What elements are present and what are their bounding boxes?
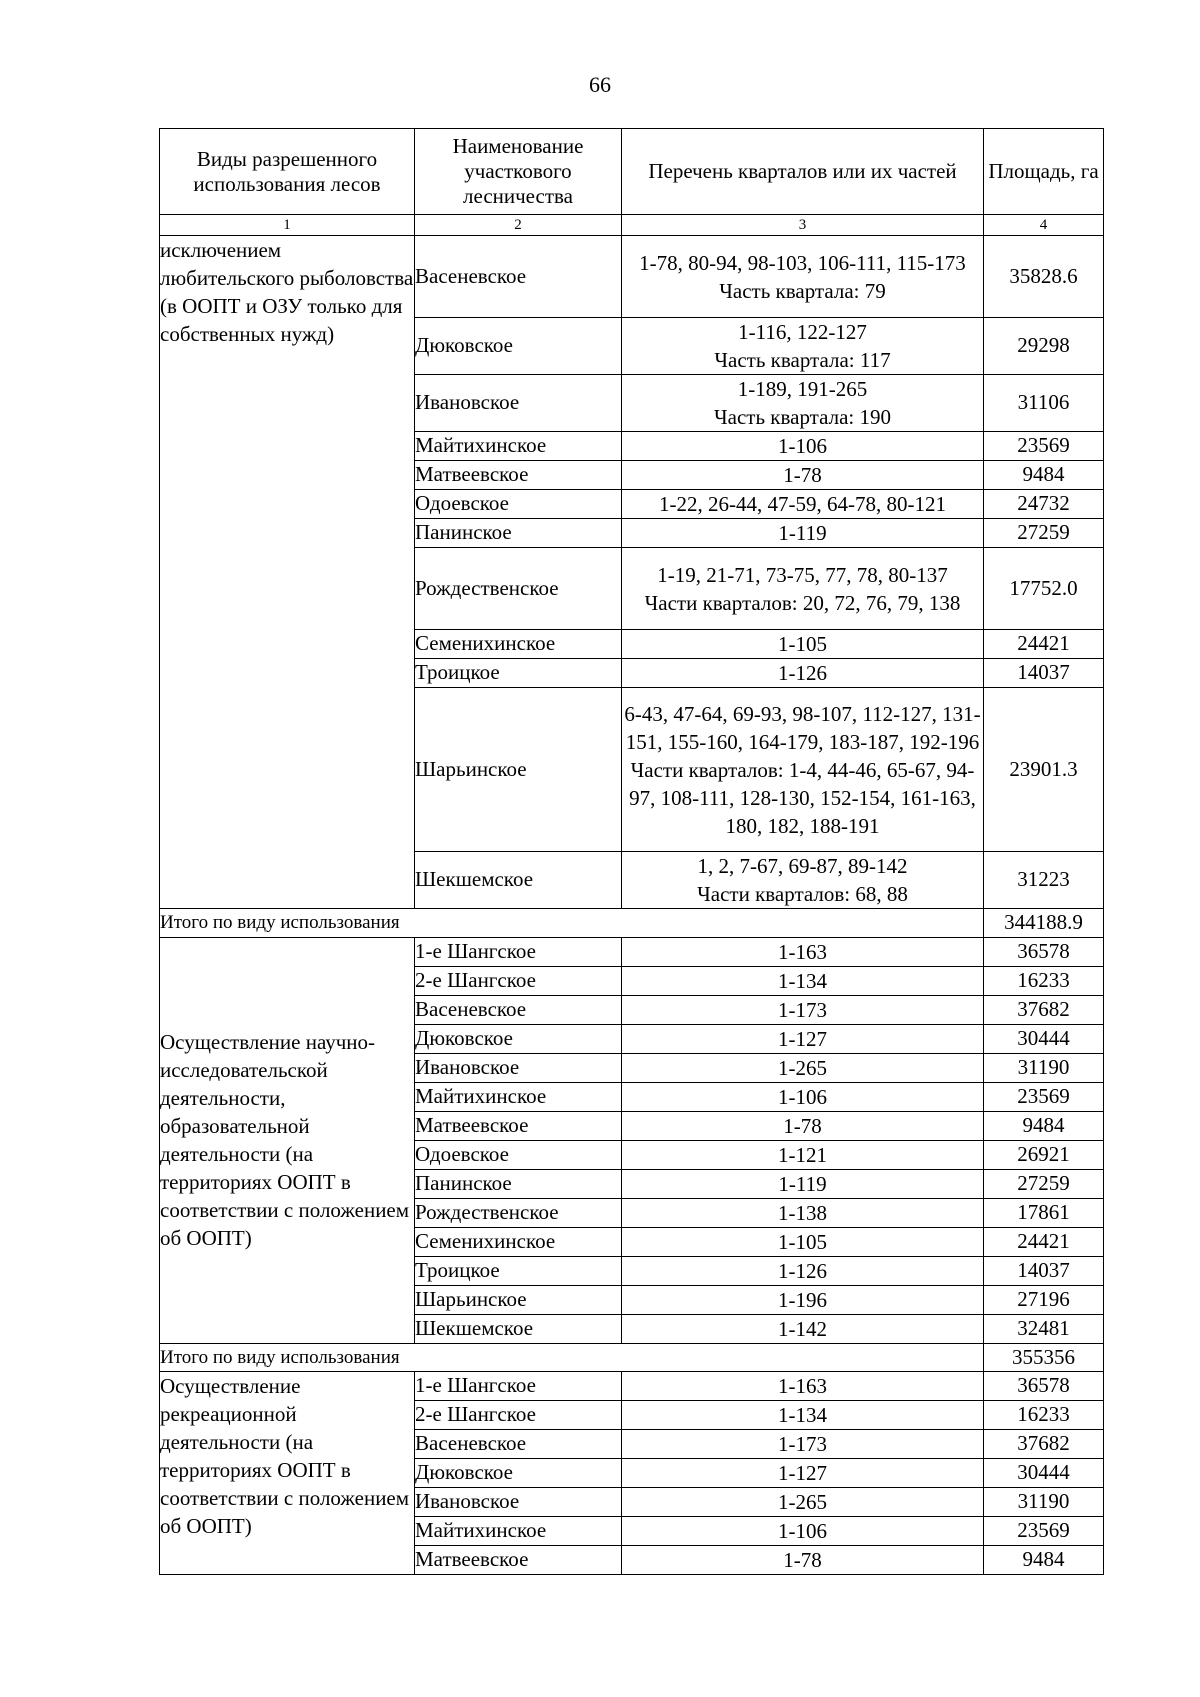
quarters-line: 1-105 — [778, 632, 827, 656]
header-forestry-name: Наименование участкового лесничества — [415, 129, 622, 215]
quarters-line: Часть квартала: 117 — [714, 348, 891, 372]
area-cell: 9484 — [984, 1546, 1104, 1575]
forestry-name-cell: Васеневское — [415, 995, 622, 1024]
header-area: Площадь, га — [984, 129, 1104, 215]
forestry-name-cell: Семенихинское — [415, 630, 622, 659]
quarters-cell — [622, 318, 984, 375]
column-number: 2 — [415, 215, 622, 236]
area-cell: 26921 — [984, 1140, 1104, 1169]
quarters-cell — [622, 688, 984, 852]
column-number: 4 — [984, 215, 1104, 236]
quarters-line: 1-173 — [778, 997, 827, 1022]
forestry-name-cell: 2-е Шангское — [415, 966, 622, 995]
forestry-name-cell: Шарьинское — [415, 1285, 622, 1314]
area-cell: 23569 — [984, 1082, 1104, 1111]
quarters-line: 1-163 — [778, 1374, 827, 1398]
quarters-line: 1-106 — [778, 434, 827, 458]
area-cell: 31190 — [984, 1488, 1104, 1517]
forestry-name-cell: Васеневское — [415, 1430, 622, 1459]
area-cell: 24732 — [984, 490, 1104, 519]
forestry-name-cell: Ивановское — [415, 1053, 622, 1082]
quarters-line: Часть квартала: 79 — [719, 278, 886, 303]
area-cell: 17752.0 — [984, 548, 1104, 630]
quarters-line: 1-189, 191-265 — [737, 377, 868, 401]
use-type-cell: Осуществление научно-исследовательской деятельности, образовательной деятельности (на территориях ООПТ в соответствии с положением об ООПТ) — [160, 937, 415, 1343]
forestry-name-cell: Ивановское — [415, 1488, 622, 1517]
forestry-name-cell: Троицкое — [415, 659, 622, 688]
quarters-line: Часть квартала: 190 — [713, 405, 891, 429]
area-cell: 14037 — [984, 659, 1104, 688]
quarters-cell — [622, 236, 984, 318]
quarters-line: 1-196 — [778, 1287, 827, 1312]
table-row — [160, 937, 1104, 966]
area-cell: 14037 — [984, 1256, 1104, 1285]
quarters-cell — [622, 1169, 984, 1198]
quarters-line: 1-121 — [778, 1142, 827, 1167]
quarters-line: 1-78 — [783, 1113, 822, 1138]
quarters-line: 1-19, 21-71, 73-75, 77, 78, 80-137 — [657, 562, 948, 587]
quarters-line: 1-78 — [783, 1548, 822, 1572]
area-cell: 31223 — [984, 852, 1104, 909]
area-cell: 16233 — [984, 1401, 1104, 1430]
quarters-line: 1-134 — [778, 1403, 827, 1427]
quarters-line: Части кварталов: 1-4, 44-46, 65-67, 94-97, 108-111, 128-130, 152-154, 161-163, 180, 182, 188-191 — [629, 757, 976, 838]
area-cell: 31190 — [984, 1053, 1104, 1082]
quarters-cell — [622, 937, 984, 966]
forestry-name-cell: Матвеевское — [415, 1546, 622, 1575]
area-cell: 23569 — [984, 432, 1104, 461]
quarters-cell — [622, 1314, 984, 1343]
forestry-name-cell: Майтихинское — [415, 1082, 622, 1111]
area-cell: 9484 — [984, 1111, 1104, 1140]
quarters-cell — [622, 1227, 984, 1256]
total-row — [160, 909, 1104, 938]
quarters-cell — [622, 1053, 984, 1082]
forestry-name-cell: Шарьинское — [415, 688, 622, 852]
area-cell: 27196 — [984, 1285, 1104, 1314]
quarters-line: 1-127 — [778, 1026, 827, 1051]
quarters-line: 1-119 — [778, 1171, 827, 1196]
quarters-line: 1-22, 26-44, 47-59, 64-78, 80-121 — [659, 492, 946, 516]
total-label: Итого по виду использования — [160, 1343, 984, 1372]
forestry-name-cell: Дюковское — [415, 1024, 622, 1053]
area-cell: 37682 — [984, 995, 1104, 1024]
area-cell: 37682 — [984, 1430, 1104, 1459]
forestry-name-cell: Одоевское — [415, 1140, 622, 1169]
quarters-cell — [622, 461, 984, 490]
quarters-cell — [622, 1546, 984, 1575]
page-number: 66 — [589, 72, 611, 97]
quarters-cell — [622, 1430, 984, 1459]
quarters-cell — [622, 1198, 984, 1227]
forestry-name-cell: Семенихинское — [415, 1227, 622, 1256]
quarters-cell — [622, 1111, 984, 1140]
quarters-line: 1-105 — [778, 1229, 827, 1254]
area-cell: 9484 — [984, 461, 1104, 490]
table-row — [160, 236, 1104, 318]
quarters-line: 1-106 — [778, 1519, 827, 1543]
quarters-cell — [622, 1517, 984, 1546]
quarters-line: 1-265 — [778, 1055, 827, 1080]
quarters-cell — [622, 659, 984, 688]
area-cell: 30444 — [984, 1459, 1104, 1488]
area-cell: 23569 — [984, 1517, 1104, 1546]
quarters-line: 1-138 — [778, 1200, 827, 1225]
area-cell: 35828.6 — [984, 236, 1104, 318]
quarters-line: 1-142 — [778, 1316, 827, 1341]
quarters-line: 1-126 — [778, 661, 827, 685]
forestry-name-cell: 2-е Шангское — [415, 1401, 622, 1430]
forest-use-table — [159, 128, 1104, 1575]
area-cell: 29298 — [984, 318, 1104, 375]
quarters-line: 1-119 — [778, 521, 827, 545]
quarters-line: Части кварталов: 20, 72, 76, 79, 138 — [644, 590, 961, 615]
total-value: 355356 — [984, 1343, 1104, 1372]
forestry-name-cell: Дюковское — [415, 1459, 622, 1488]
quarters-cell — [622, 1140, 984, 1169]
quarters-cell — [622, 432, 984, 461]
area-cell: 36578 — [984, 1372, 1104, 1401]
quarters-line: 1-78 — [783, 463, 822, 487]
column-number: 1 — [160, 215, 415, 236]
quarters-cell — [622, 630, 984, 659]
area-cell: 16233 — [984, 966, 1104, 995]
table-row — [160, 1372, 1104, 1401]
quarters-line: 1-116, 122-127 — [738, 320, 867, 344]
forestry-name-cell: 1-е Шангское — [415, 937, 622, 966]
quarters-cell — [622, 519, 984, 548]
total-value: 344188.9 — [984, 909, 1104, 938]
forestry-name-cell: Троицкое — [415, 1256, 622, 1285]
use-type-cell: Осуществление рекреационной деятельности (на территориях ООПТ в соответствии с положением об ООПТ) — [160, 1372, 415, 1575]
quarters-line: 1-173 — [778, 1432, 827, 1456]
forestry-name-cell: Шекшемское — [415, 1314, 622, 1343]
area-cell: 36578 — [984, 937, 1104, 966]
forestry-name-cell: Панинское — [415, 1169, 622, 1198]
area-cell: 30444 — [984, 1024, 1104, 1053]
forestry-name-cell: Матвеевское — [415, 461, 622, 490]
header-row — [160, 129, 1104, 215]
use-type-cell: исключением любительского рыболовства (в ООПТ и ОЗУ только для собственных нужд) — [160, 236, 415, 909]
quarters-line: 1-126 — [778, 1258, 827, 1283]
quarters-line: 6-43, 47-64, 69-93, 98-107, 112-127, 131-151, 155-160, 164-179, 183-187, 192-196 — [624, 701, 981, 754]
quarters-cell — [622, 1082, 984, 1111]
quarters-cell — [622, 490, 984, 519]
quarters-line: 1-163 — [778, 939, 827, 964]
forestry-name-cell: 1-е Шангское — [415, 1372, 622, 1401]
quarters-cell — [622, 1459, 984, 1488]
area-cell: 27259 — [984, 519, 1104, 548]
forestry-name-cell: Рождественское — [415, 1198, 622, 1227]
area-cell: 23901.3 — [984, 688, 1104, 852]
quarters-cell — [622, 966, 984, 995]
area-cell: 24421 — [984, 1227, 1104, 1256]
quarters-line: 1, 2, 7-67, 69-87, 89-142 — [697, 854, 908, 878]
forestry-name-cell: Шекшемское — [415, 852, 622, 909]
quarters-cell — [622, 1256, 984, 1285]
quarters-cell — [622, 1024, 984, 1053]
quarters-cell — [622, 995, 984, 1024]
forestry-name-cell: Одоевское — [415, 490, 622, 519]
quarters-line: Части кварталов: 68, 88 — [697, 882, 908, 906]
total-row — [160, 1343, 1104, 1372]
area-cell: 24421 — [984, 630, 1104, 659]
header-quarters: Перечень кварталов или их частей — [622, 129, 984, 215]
forestry-name-cell: Васеневское — [415, 236, 622, 318]
total-label: Итого по виду использования — [160, 909, 984, 938]
header-use-type: Виды разрешенного использования лесов — [160, 129, 415, 215]
column-number-row — [160, 215, 1104, 236]
quarters-line: 1-106 — [778, 1084, 827, 1109]
quarters-cell — [622, 1285, 984, 1314]
forestry-name-cell: Майтихинское — [415, 1517, 622, 1546]
area-cell: 27259 — [984, 1169, 1104, 1198]
quarters-line: 1-265 — [778, 1490, 827, 1514]
quarters-cell — [622, 375, 984, 432]
area-cell: 31106 — [984, 375, 1104, 432]
area-cell: 17861 — [984, 1198, 1104, 1227]
forestry-name-cell: Ивановское — [415, 375, 622, 432]
forestry-name-cell: Дюковское — [415, 318, 622, 375]
quarters-cell — [622, 1488, 984, 1517]
column-number: 3 — [622, 215, 984, 236]
quarters-cell — [622, 1401, 984, 1430]
quarters-cell — [622, 852, 984, 909]
forestry-name-cell: Рождественское — [415, 548, 622, 630]
forestry-name-cell: Майтихинское — [415, 432, 622, 461]
quarters-line: 1-134 — [778, 968, 827, 993]
area-cell: 32481 — [984, 1314, 1104, 1343]
table-body — [160, 236, 1104, 1575]
forestry-name-cell: Матвеевское — [415, 1111, 622, 1140]
quarters-line: 1-78, 80-94, 98-103, 106-111, 115-173 — [639, 250, 966, 275]
quarters-line: 1-127 — [778, 1461, 827, 1485]
quarters-cell — [622, 1372, 984, 1401]
quarters-cell — [622, 548, 984, 630]
forestry-name-cell: Панинское — [415, 519, 622, 548]
